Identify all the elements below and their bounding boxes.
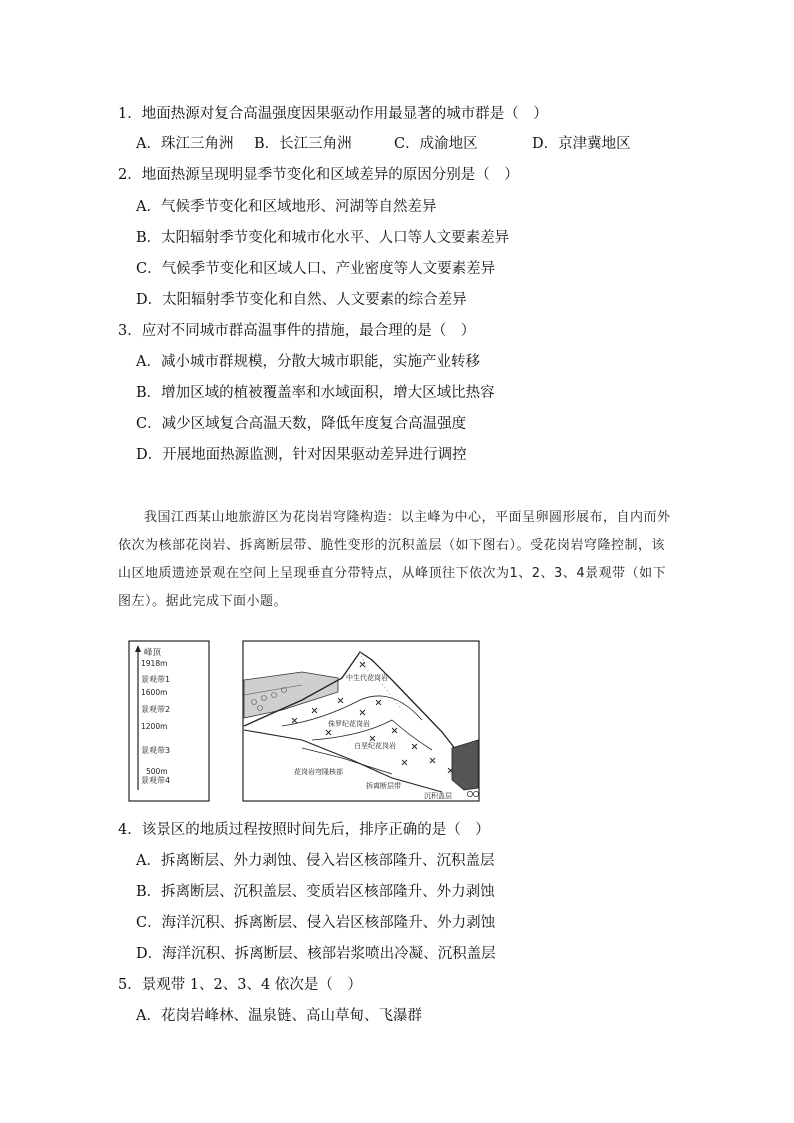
question-5-stem: 5．景观带 1、2、3、4 依次是（ ） <box>118 977 362 993</box>
band-1-label: 景观带1 <box>141 675 171 684</box>
q4-option-c: C．海洋沉积、拆离断层、侵入岩区核部隆升、外力剥蚀 <box>136 915 496 931</box>
q3-option-a: A．减小城市群规模，分散大城市职能，实施产业转移 <box>136 354 480 370</box>
question-3-stem: 3．应对不同城市群高温事件的措施，最合理的是（ ） <box>118 323 476 339</box>
detachment-zone-label: 拆离断层带 <box>366 782 401 790</box>
q2-option-d: D．太阳辐射季节变化和自然、人文要素的综合差异 <box>136 292 467 308</box>
elev-1918-label: 1918m <box>141 659 168 668</box>
band-3-label: 景观带3 <box>141 746 171 755</box>
jurassic-granite-label: 侏罗纪花岗岩 <box>328 720 370 728</box>
right-sediment-cover <box>452 740 478 790</box>
q4-option-b: B．拆离断层、沉积盖层、变质岩区核部隆升、外力剥蚀 <box>136 884 495 900</box>
q4-option-d: D．海洋沉积、拆离断层、核部岩浆喷出冷凝、沉积盖层 <box>136 946 496 962</box>
question-1-options <box>136 134 631 154</box>
question-4-stem: 4．该景区的地质过程按照时间先后，排序正确的是（ ） <box>118 822 490 838</box>
band-4-label: 景观带4 <box>141 776 171 785</box>
q4-option-a: A．拆离断层、外力剥蚀、侵入岩区核部隆升、沉积盖层 <box>136 853 495 869</box>
q3-option-c: C．减少区域复合高温天数，降低年度复合高温强度 <box>136 416 467 432</box>
q1-option-b: B．长江三角洲 <box>254 136 352 152</box>
dome-core-label: 花岗岩穹隆核部 <box>294 768 343 776</box>
q3-option-b: B．增加区域的植被覆盖率和水域面积，增大区域比热容 <box>136 385 495 401</box>
q1-option-c: C．成渝地区 <box>394 136 478 152</box>
elev-500-label: 500m <box>146 767 168 776</box>
q2-option-c: C．气候季节变化和区域人口、产业密度等人文要素差异 <box>136 261 496 277</box>
q5-option-a: A．花岗岩峰林、温泉链、高山草甸、飞瀑群 <box>136 1008 422 1024</box>
question-1-stem: 1．地面热源对复合高温强度因果驱动作用最显著的城市群是（ ） <box>118 106 548 122</box>
q2-option-a: A．气候季节变化和区域地形、河湖等自然差异 <box>136 199 437 215</box>
reading-passage: 我国江西某山地旅游区为花岗岩穹隆构造：以主峰为中心，平面呈卵圆形展布，自内而外依次为核部花岗岩、拆离断层带、脆性变形的沉积盖层（如下图右）。受花岗岩穹隆控制，该山区地质遗迹景观在空间上呈现垂直分带特点，从峰顶往下依次为1、2、3、4景观带（如下图左）。据此完成下面小题。 <box>118 510 671 609</box>
granite-dome-cross-section <box>242 640 480 802</box>
q1-option-a: A．珠江三角洲 <box>136 136 234 152</box>
mesozoic-granite-label: 中生代花岗岩 <box>346 674 388 682</box>
cretaceous-granite-label: 白垩纪花岗岩 <box>354 742 396 750</box>
landscape-belt-figure <box>128 640 210 802</box>
q2-option-b: B．太阳辐射季节变化和城市化水平、人口等人文要素差异 <box>136 230 510 246</box>
q1-option-d: D．京津冀地区 <box>532 136 631 152</box>
sediment-cover-label: 沉积盖层 <box>424 792 452 800</box>
band-2-label: 景观带2 <box>141 705 171 714</box>
q3-option-d: D．开展地面热源监测，针对因果驱动差异进行调控 <box>136 447 467 463</box>
elev-1600-label: 1600m <box>141 688 168 697</box>
elev-1200-label: 1200m <box>141 722 168 731</box>
peak-label: 峰顶 <box>144 648 162 658</box>
question-2-stem: 2．地面热源呈现明显季节变化和区域差异的原因分别是（ ） <box>118 167 519 183</box>
